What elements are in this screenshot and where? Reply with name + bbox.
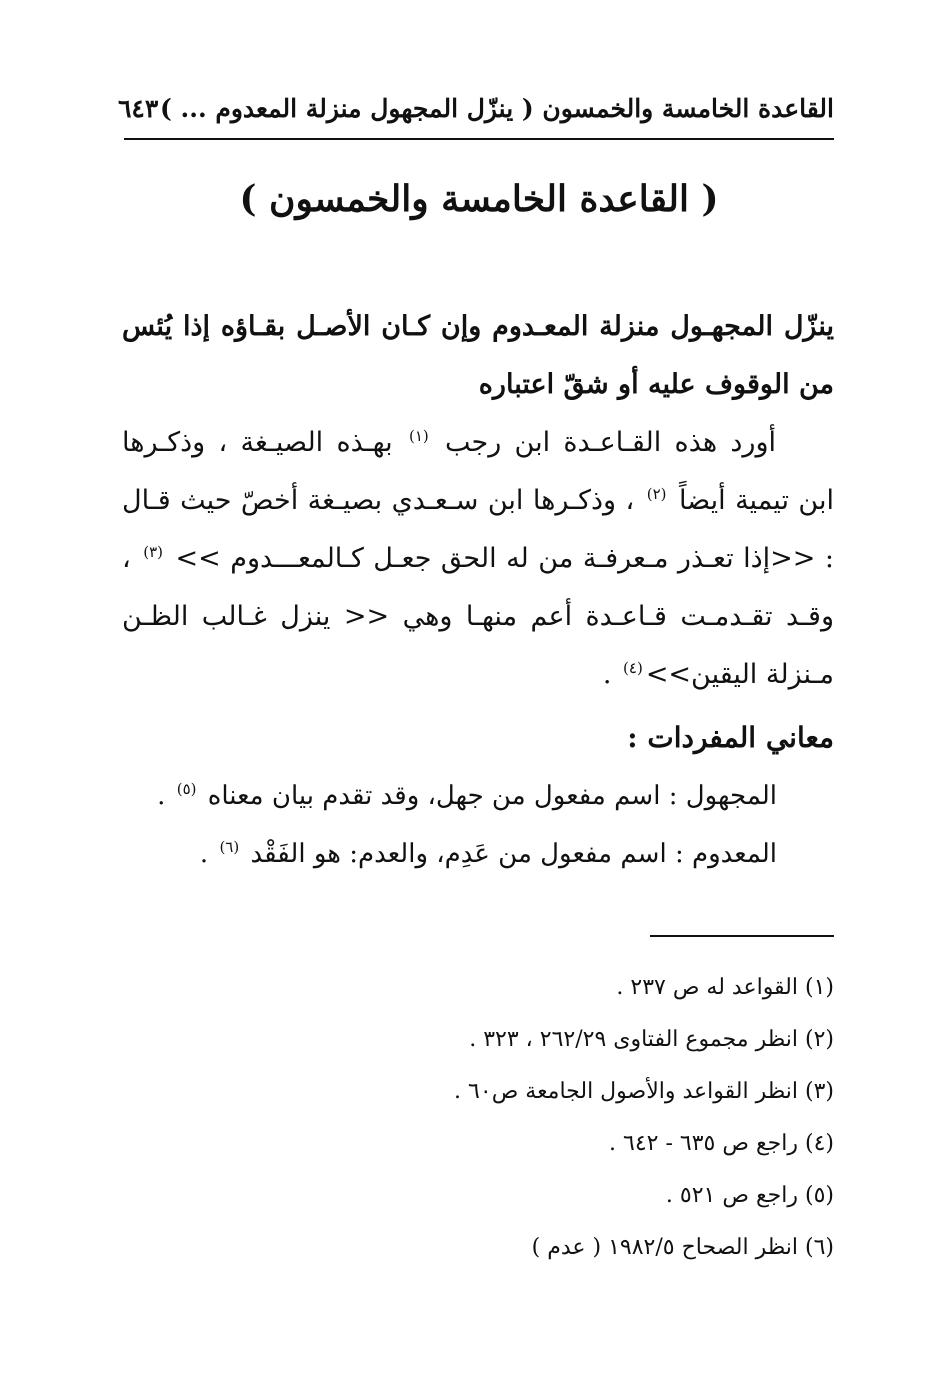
page-number: ٦٤٣ [118, 93, 159, 123]
discussion-text: ، وقـد تقـدمـت قـاعـدة أعم منهـا وهي << ينزل غـالب الظـن مـنزلة اليقين>> [122, 543, 834, 690]
footnote: (٢) انظر مجموع الفتاوى ٢٦٢/٢٩ ، ٣٢٣ . [469, 1027, 834, 1052]
footnotes-list [122, 962, 834, 1274]
rule-statement: ينزّل المجهـول منزلة المعـدوم وإن كـان الأصـل بقـاؤه إذا يُئس من الوقوف عليه أو شقّ اعتباره [122, 311, 834, 400]
term-definition [122, 832, 777, 876]
footnote: (١) القواعد له ص ٢٣٧ . [616, 975, 834, 1000]
footnote: (٤) راجع ص ٦٣٥ - ٦٤٢ . [609, 1131, 834, 1156]
term-text: المعدوم : اسم مفعول من عَدِم، والعدم: هو الفَقْد [250, 839, 777, 869]
discussion-text: ، وذكـرها ابن سـعـدي بصيـغة أخصّ حيث قـال : <<إذا تعـذر مـعرفـة من له الحق جعـل كـالمعـــدوم >> [122, 485, 834, 574]
footnote-ref: (٣) [143, 543, 164, 561]
footnote: (٥) راجع ص ٥٢١ . [665, 1183, 834, 1208]
footnote-ref: (١) [408, 427, 429, 445]
footnote: (٦) انظر الصحاح ١٩٨٢/٥ ( عدم ) [531, 1235, 834, 1260]
term-text: المجهول : اسم مفعول من جهل، وقد تقدم بيان معناه [207, 781, 777, 811]
meanings-heading: معاني المفردات : [627, 721, 834, 754]
footnote-ref: (٢) [646, 485, 667, 503]
term-definition [122, 774, 777, 818]
rule-title: ( القاعدة الخامسة والخمسون ) [239, 178, 719, 220]
footnote-ref: (٤) [623, 659, 643, 677]
discussion-text: بهـذه الصيـغة ، وذكـرها ابن تيمية أيضاً [122, 427, 834, 516]
footnote-ref: (٥) [176, 780, 197, 799]
footnote: (٣) انظر القواعد والأصول الجامعة ص٦٠ . [454, 1079, 834, 1104]
discussion-text: . [602, 659, 612, 690]
discussion-text: أورد هذه القـاعـدة ابن رجب [445, 427, 776, 458]
term-end: . [157, 781, 166, 811]
footnote-divider [650, 935, 834, 937]
header-divider [124, 138, 834, 140]
discussion-paragraph [122, 414, 834, 704]
footnote-ref: (٦) [219, 838, 240, 857]
running-title: القاعدة الخامسة والخمسون ( ينزّل المجهول منزلة المعدوم ... ) [160, 93, 834, 123]
term-end: . [199, 839, 209, 869]
running-header [118, 86, 834, 130]
